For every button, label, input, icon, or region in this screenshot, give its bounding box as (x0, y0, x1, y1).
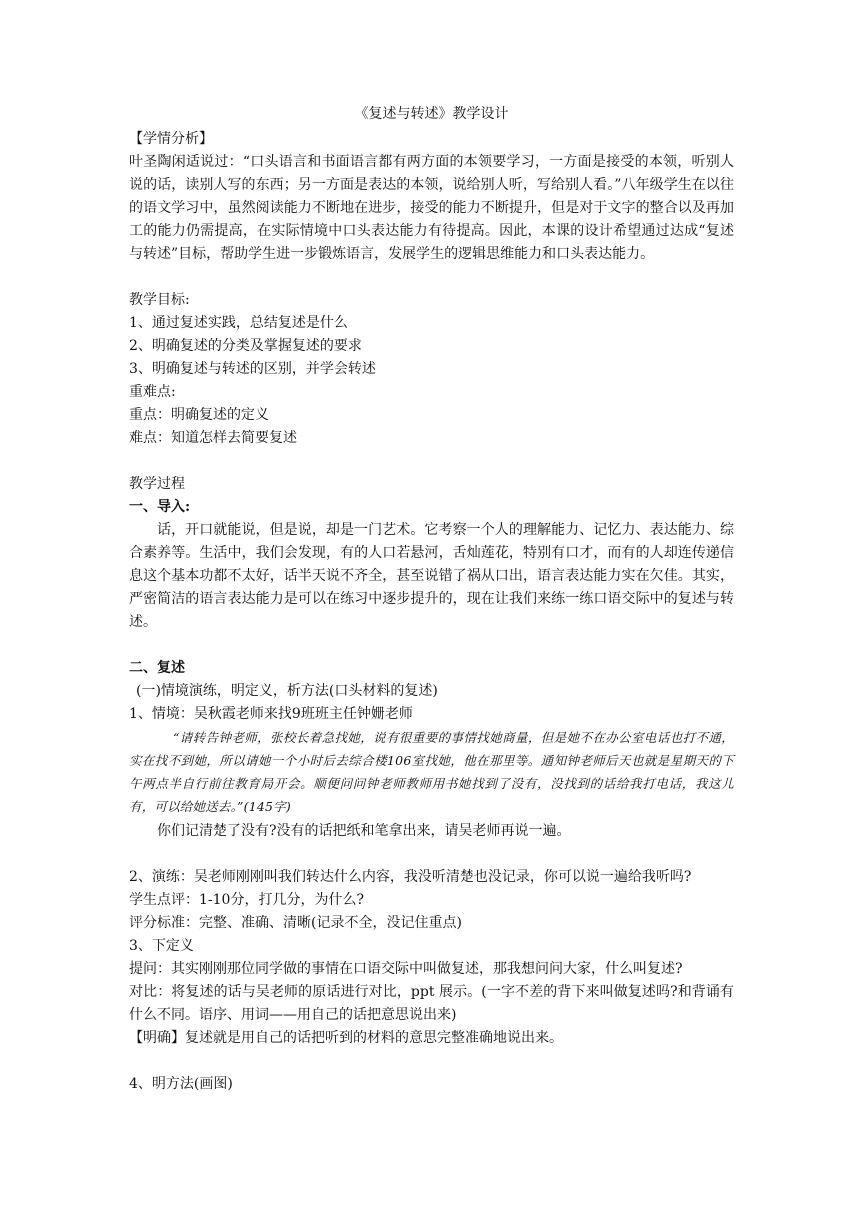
intro-body: 话，开口就能说，但是说，却是一门艺术。它考察一个人的理解能力、记忆力、表达能力、综合素养等。生活中，我们会发现，有的人口若悬河，舌灿莲花，特别有口才，而有的人却连传递信息这个基本功都不太好，话半天说不齐全，甚至说错了祸从口出，语言表达能力实在欠佳。其实，严密简洁的语言表达能力是可以在练习中逐步提升的，现在让我们来练一练口语交际中的复述与转述。 (129, 522, 734, 630)
learning-analysis-body: 叶圣陶闲适说过：“口头语言和书面语言都有两方面的本领要学习，一方面是接受的本领，听别人说的话，读别人写的东西；另一方面是表达的本领，说给别人听，写给别人看。”八年级学生在以往的语文学习中，虽然阅读能力不断地在进步，接受的能力不断提升，但是对于文字的整合以及再加工的能力仍需提高，在实际情境中口头表达能力有待提高。因此，本课的设计希望通过达成“复述与转述”目标，帮助学生进一步锻炼语言，发展学生的逻辑思维能力和口头表达能力。 (129, 154, 734, 262)
spacer (129, 450, 734, 473)
objectives-heading: 教学目标: (129, 292, 190, 308)
scene-quote: “请转告钟老师，张校长着急找她，说有很重要的事情找她商量，但是她不在办公室电话也打不通，实在找不到她，所以请她一个小时后去综合楼106室找她，他在那里等。通知钟老师后天也就是星期天的下午两点半自行前往教育局开会。顺便问问钟老师教师用书她找到了没有，没找到的话给我打电话，我这儿有，可以给她送去。”(145字) (129, 730, 734, 814)
document-title: 《复述与转述》教学设计 (354, 106, 509, 122)
key-points-heading: 重难点: (129, 384, 176, 400)
intro-heading: 一、导入: (129, 499, 191, 515)
objective-item-2: 2、明确复述的分类及掌握复述的要求 (129, 338, 362, 354)
process-heading: 教学过程 (129, 476, 185, 492)
objective-item-1: 1、通过复述实践，总结复述是什么 (129, 315, 348, 331)
spacer (129, 1050, 734, 1073)
ask-line: 提问：其实刚刚那位同学做的事情在口语交际中叫做复述，那我想问问大家，什么叫复述? (129, 961, 683, 977)
compare-line: 对比：将复述的话与吴老师的原话进行对比，ppt 展示。(一字不差的背下来叫做复述吗?和背诵有什么不同。语序、用词——用自己的话把意思说出来) (129, 984, 734, 1023)
evaluation-line: 学生点评：1-10分，打几分，为什么? (129, 892, 364, 908)
practice-line: 2、演练：吴老师刚刚叫我们转达什么内容，我没听清楚也没记录，你可以说一遍给我听吗? (129, 869, 692, 885)
key-point-item-2: 难点：知道怎样去简要复述 (129, 430, 297, 446)
key-point-item-1: 重点：明确复述的定义 (129, 407, 269, 423)
spacer (129, 843, 734, 866)
document-page (129, 100, 734, 1096)
learning-analysis-heading: 【学情分析】 (129, 131, 213, 147)
spacer (129, 266, 734, 289)
define-line: 3、下定义 (129, 938, 194, 954)
objective-item-3: 3、明确复述与转述的区别，并学会转述 (129, 361, 376, 377)
criteria-line: 评分标准：完整、准确、清晰(记录不全，没记住重点) (129, 915, 462, 931)
retell-subheading: (一)情境演练，明定义，析方法(口头材料的复述) (136, 683, 438, 699)
method-line: 4、明方法(画图) (129, 1076, 233, 1092)
after-quote-line: 你们记清楚了没有?没有的话把纸和笔拿出来，请吴老师再说一遍。 (157, 823, 571, 839)
clarify-line: 【明确】复述就是用自己的话把听到的材料的意思完整准确地说出来。 (129, 1030, 563, 1046)
spacer (129, 634, 734, 657)
retell-heading: 二、复述 (129, 660, 185, 676)
scene-line: 1、情境：吴秋霞老师来找9班班主任钟姗老师 (129, 706, 413, 722)
